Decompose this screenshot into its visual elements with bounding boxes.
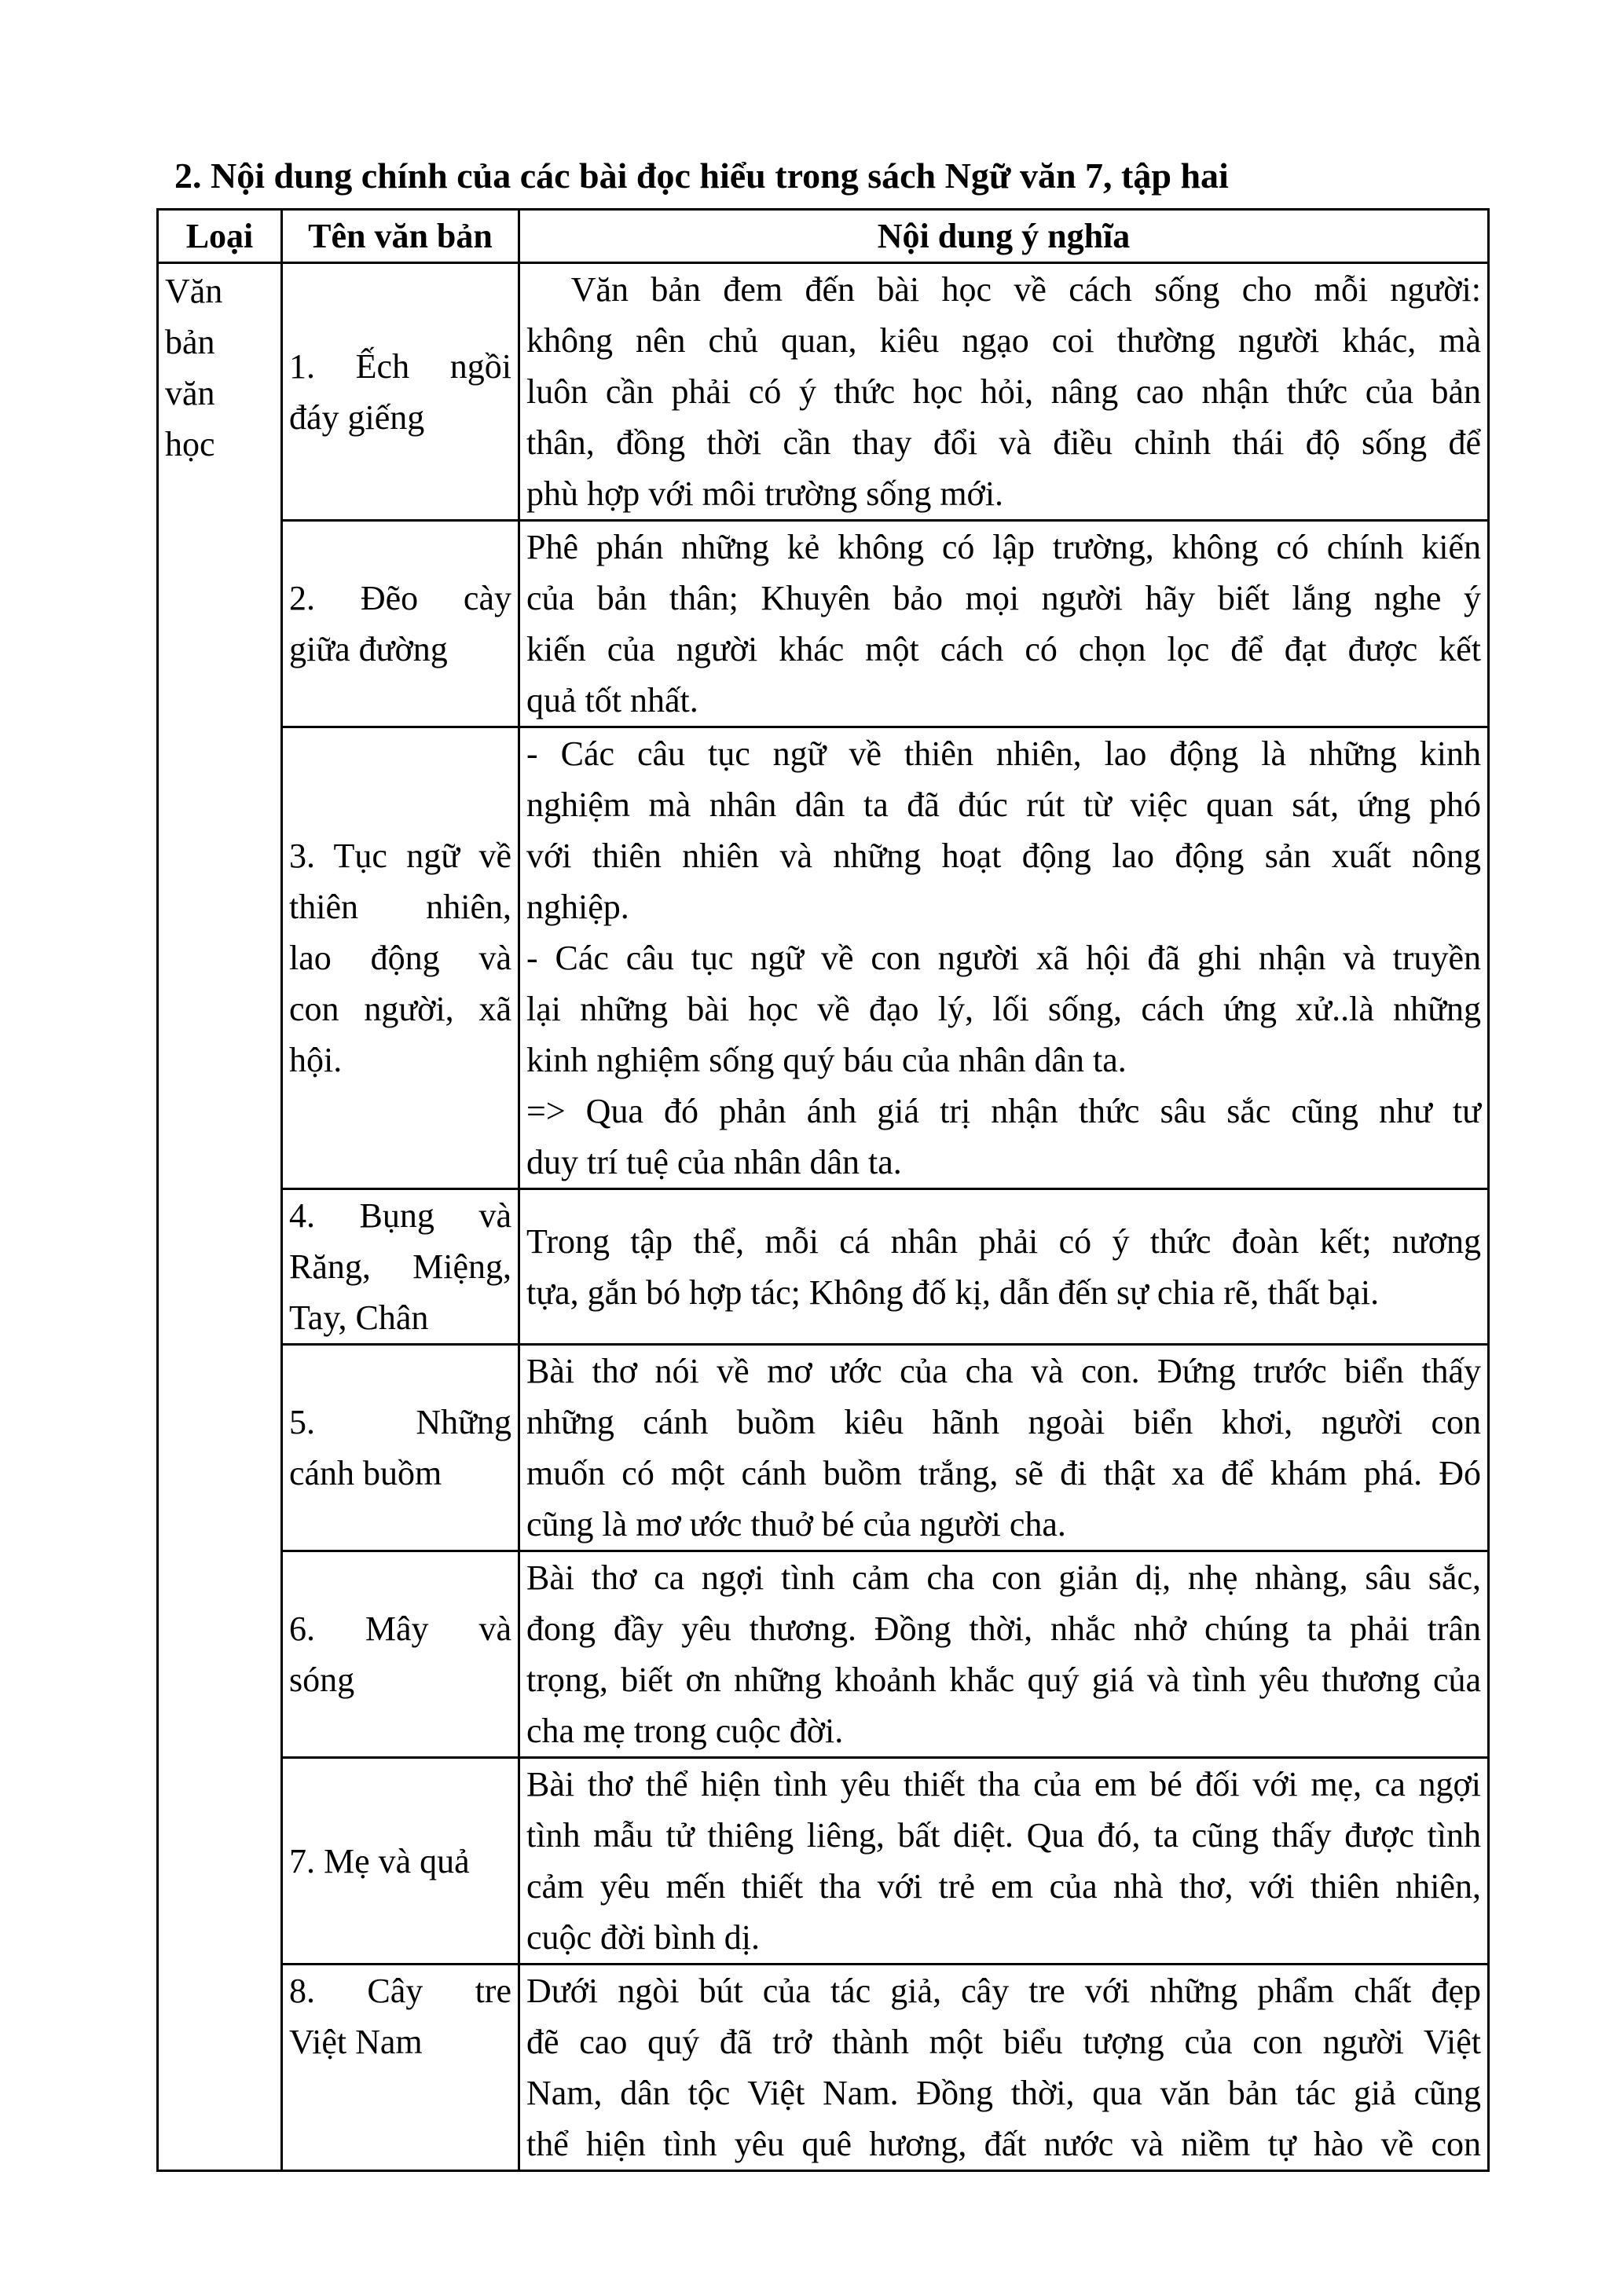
table-row — [158, 1551, 1489, 1758]
content-cell — [519, 1189, 1489, 1345]
text-name-line: hội. — [289, 1041, 343, 1079]
text-name-line: 1. Ếch ngồi — [289, 346, 511, 386]
text-name-line: 4. Bụng và — [289, 1196, 511, 1235]
text-name-line: 5. Những — [289, 1403, 511, 1441]
content-line: Bài thơ ca ngợi tình cảm cha con giản dị, nhẹ nhàng, sâu sắc, — [526, 1558, 1481, 1597]
content-line: trọng, biết ơn những khoảnh khắc quý giá và tình yêu thương của — [526, 1661, 1481, 1699]
content-line: của bản thân; Khuyên bảo mọi người hãy biết lắng nghe ý — [526, 579, 1481, 617]
text-name-cell — [282, 1758, 519, 1965]
content-cell — [519, 1965, 1489, 2171]
text-name-line: 7. Mẹ và quả — [289, 1841, 470, 1880]
content-line: nghiệm mà nhân dân ta đã đúc rút từ việc quan sát, ứng phó — [526, 785, 1481, 824]
text-name-line: Tay, Chân — [289, 1298, 429, 1337]
table-body — [158, 263, 1489, 2171]
content-line: - Các câu tục ngữ về thiên nhiên, lao động là những kinh — [526, 734, 1481, 773]
content-line: kinh nghiệm sống quý báu của nhân dân ta. — [526, 1041, 1127, 1079]
content-line: tựa, gắn bó hợp tác; Không đố kị, dẫn đến sự chia rẽ, thất bại. — [526, 1273, 1380, 1312]
content-line: Phê phán những kẻ không có lập trường, không có chính kiến — [526, 528, 1481, 566]
table-header-row — [158, 210, 1489, 263]
category-cell — [158, 263, 282, 2171]
content-line: đong đầy yêu thương. Đồng thời, nhắc nhở chúng ta phải trân — [526, 1609, 1481, 1648]
text-name-line: thiên nhiên, — [289, 888, 511, 926]
table-row — [158, 1758, 1489, 1965]
text-name-cell — [282, 1551, 519, 1758]
text-name-cell — [282, 1189, 519, 1345]
text-name-line: Răng, Miệng, — [289, 1247, 511, 1286]
content-line: không nên chủ quan, kiêu ngạo coi thường người khác, mà — [526, 321, 1481, 360]
reading-summary-table — [156, 208, 1490, 2172]
text-name-cell — [282, 1345, 519, 1551]
content-line: Trong tập thể, mỗi cá nhân phải có ý thức đoàn kết; nương — [526, 1221, 1481, 1261]
text-name-line: sóng — [289, 1661, 355, 1699]
content-line: Dưới ngòi bút của tác giả, cây tre với những phẩm chất đẹp — [526, 1972, 1481, 2010]
content-line: Bài thơ thể hiện tình yêu thiết tha của em bé đối với mẹ, ca ngợi — [526, 1765, 1481, 1803]
section-title: 2. Nội dung chính của các bài đọc hiểu trong sách Ngữ văn 7, tập hai — [174, 156, 1229, 196]
content-line: luôn cần phải có ý thức học hỏi, nâng cao nhận thức của bản — [526, 372, 1481, 411]
header-content: Nội dung ý nghĩa — [519, 210, 1489, 263]
text-name-cell — [282, 727, 519, 1189]
category-line: văn — [165, 374, 215, 412]
table-row — [158, 727, 1489, 1189]
header-category: Loại — [158, 210, 282, 263]
text-name-cell — [282, 1965, 519, 2171]
header-text-name: Tên văn bản — [282, 210, 519, 263]
content-line: quả tốt nhất. — [526, 681, 698, 720]
content-line: - Các câu tục ngữ về con người xã hội đã ghi nhận và truyền — [526, 939, 1481, 977]
content-line: thân, đồng thời cần thay đổi và điều chỉnh thái độ sống để — [526, 423, 1481, 462]
content-line: kiến của người khác một cách có chọn lọc để đạt được kết — [526, 630, 1481, 668]
content-line: cuộc đời bình dị. — [526, 1918, 760, 1957]
content-line: nghiệp. — [526, 888, 629, 926]
text-name-line: 2. Đẽo cày — [289, 579, 511, 617]
content-line: Nam, dân tộc Việt Nam. Đồng thời, qua văn bản tác giả cũng — [526, 2074, 1481, 2112]
content-line: lại những bài học về đạo lý, lối sống, cách ứng xử..là những — [526, 990, 1481, 1028]
content-cell — [519, 1551, 1489, 1758]
content-line: => Qua đó phản ánh giá trị nhận thức sâu sắc cũng như tư — [526, 1092, 1481, 1130]
content-line: muốn có một cánh buồm trắng, sẽ đi thật xa để khám phá. Đó — [526, 1454, 1481, 1492]
content-line: cảm yêu mến thiết tha với trẻ em của nhà thơ, với thiên nhiên, — [526, 1867, 1481, 1906]
category-line: bản — [165, 323, 215, 361]
content-line: cũng là mơ ước thuở bé của người cha. — [526, 1505, 1066, 1543]
text-name-line: Việt Nam — [289, 2023, 423, 2061]
text-name-line: cánh buồm — [289, 1454, 442, 1492]
content-cell — [519, 1758, 1489, 1965]
content-line: Văn bản đem đến bài học về cách sống cho mỗi người: — [526, 270, 1481, 309]
content-line: với thiên nhiên và những hoạt động lao động sản xuất nông — [526, 837, 1481, 875]
content-cell — [519, 1345, 1489, 1551]
text-name-line: 6. Mây và — [289, 1609, 511, 1648]
content-line: cha mẹ trong cuộc đời. — [526, 1712, 844, 1750]
content-line: phù hợp với môi trường sống mới. — [526, 474, 1004, 513]
table-row — [158, 1965, 1489, 2171]
content-line: thể hiện tình yêu quê hương, đất nước và niềm tự hào về con — [526, 2125, 1481, 2163]
table-row — [158, 1189, 1489, 1345]
table-row — [158, 521, 1489, 727]
text-name-line: lao động và — [289, 939, 511, 977]
content-line: duy trí tuệ của nhân dân ta. — [526, 1143, 902, 1181]
category-line: Văn — [165, 272, 223, 310]
text-name-line: 3. Tục ngữ về — [289, 837, 511, 875]
content-cell — [519, 727, 1489, 1189]
content-line: những cánh buồm kiêu hãnh ngoài biển khơi, người con — [526, 1403, 1481, 1441]
text-name-cell — [282, 263, 519, 521]
content-cell — [519, 263, 1489, 521]
table-row — [158, 263, 1489, 521]
text-name-cell — [282, 521, 519, 727]
text-name-line: con người, xã — [289, 990, 511, 1028]
content-cell — [519, 521, 1489, 727]
text-name-line: 8. Cây tre — [289, 1972, 511, 2010]
content-line: đẽ cao quý đã trở thành một biểu tượng của con người Việt — [526, 2023, 1481, 2061]
table-row — [158, 1345, 1489, 1551]
content-line: Bài thơ nói về mơ ước của cha và con. Đứng trước biển thấy — [526, 1352, 1481, 1390]
content-line: tình mẫu tử thiêng liêng, bất diệt. Qua đó, ta cũng thấy được tình — [526, 1816, 1481, 1855]
category-line: học — [165, 425, 215, 463]
text-name-line: giữa đường — [289, 630, 448, 668]
text-name-line: đáy giếng — [289, 397, 425, 437]
